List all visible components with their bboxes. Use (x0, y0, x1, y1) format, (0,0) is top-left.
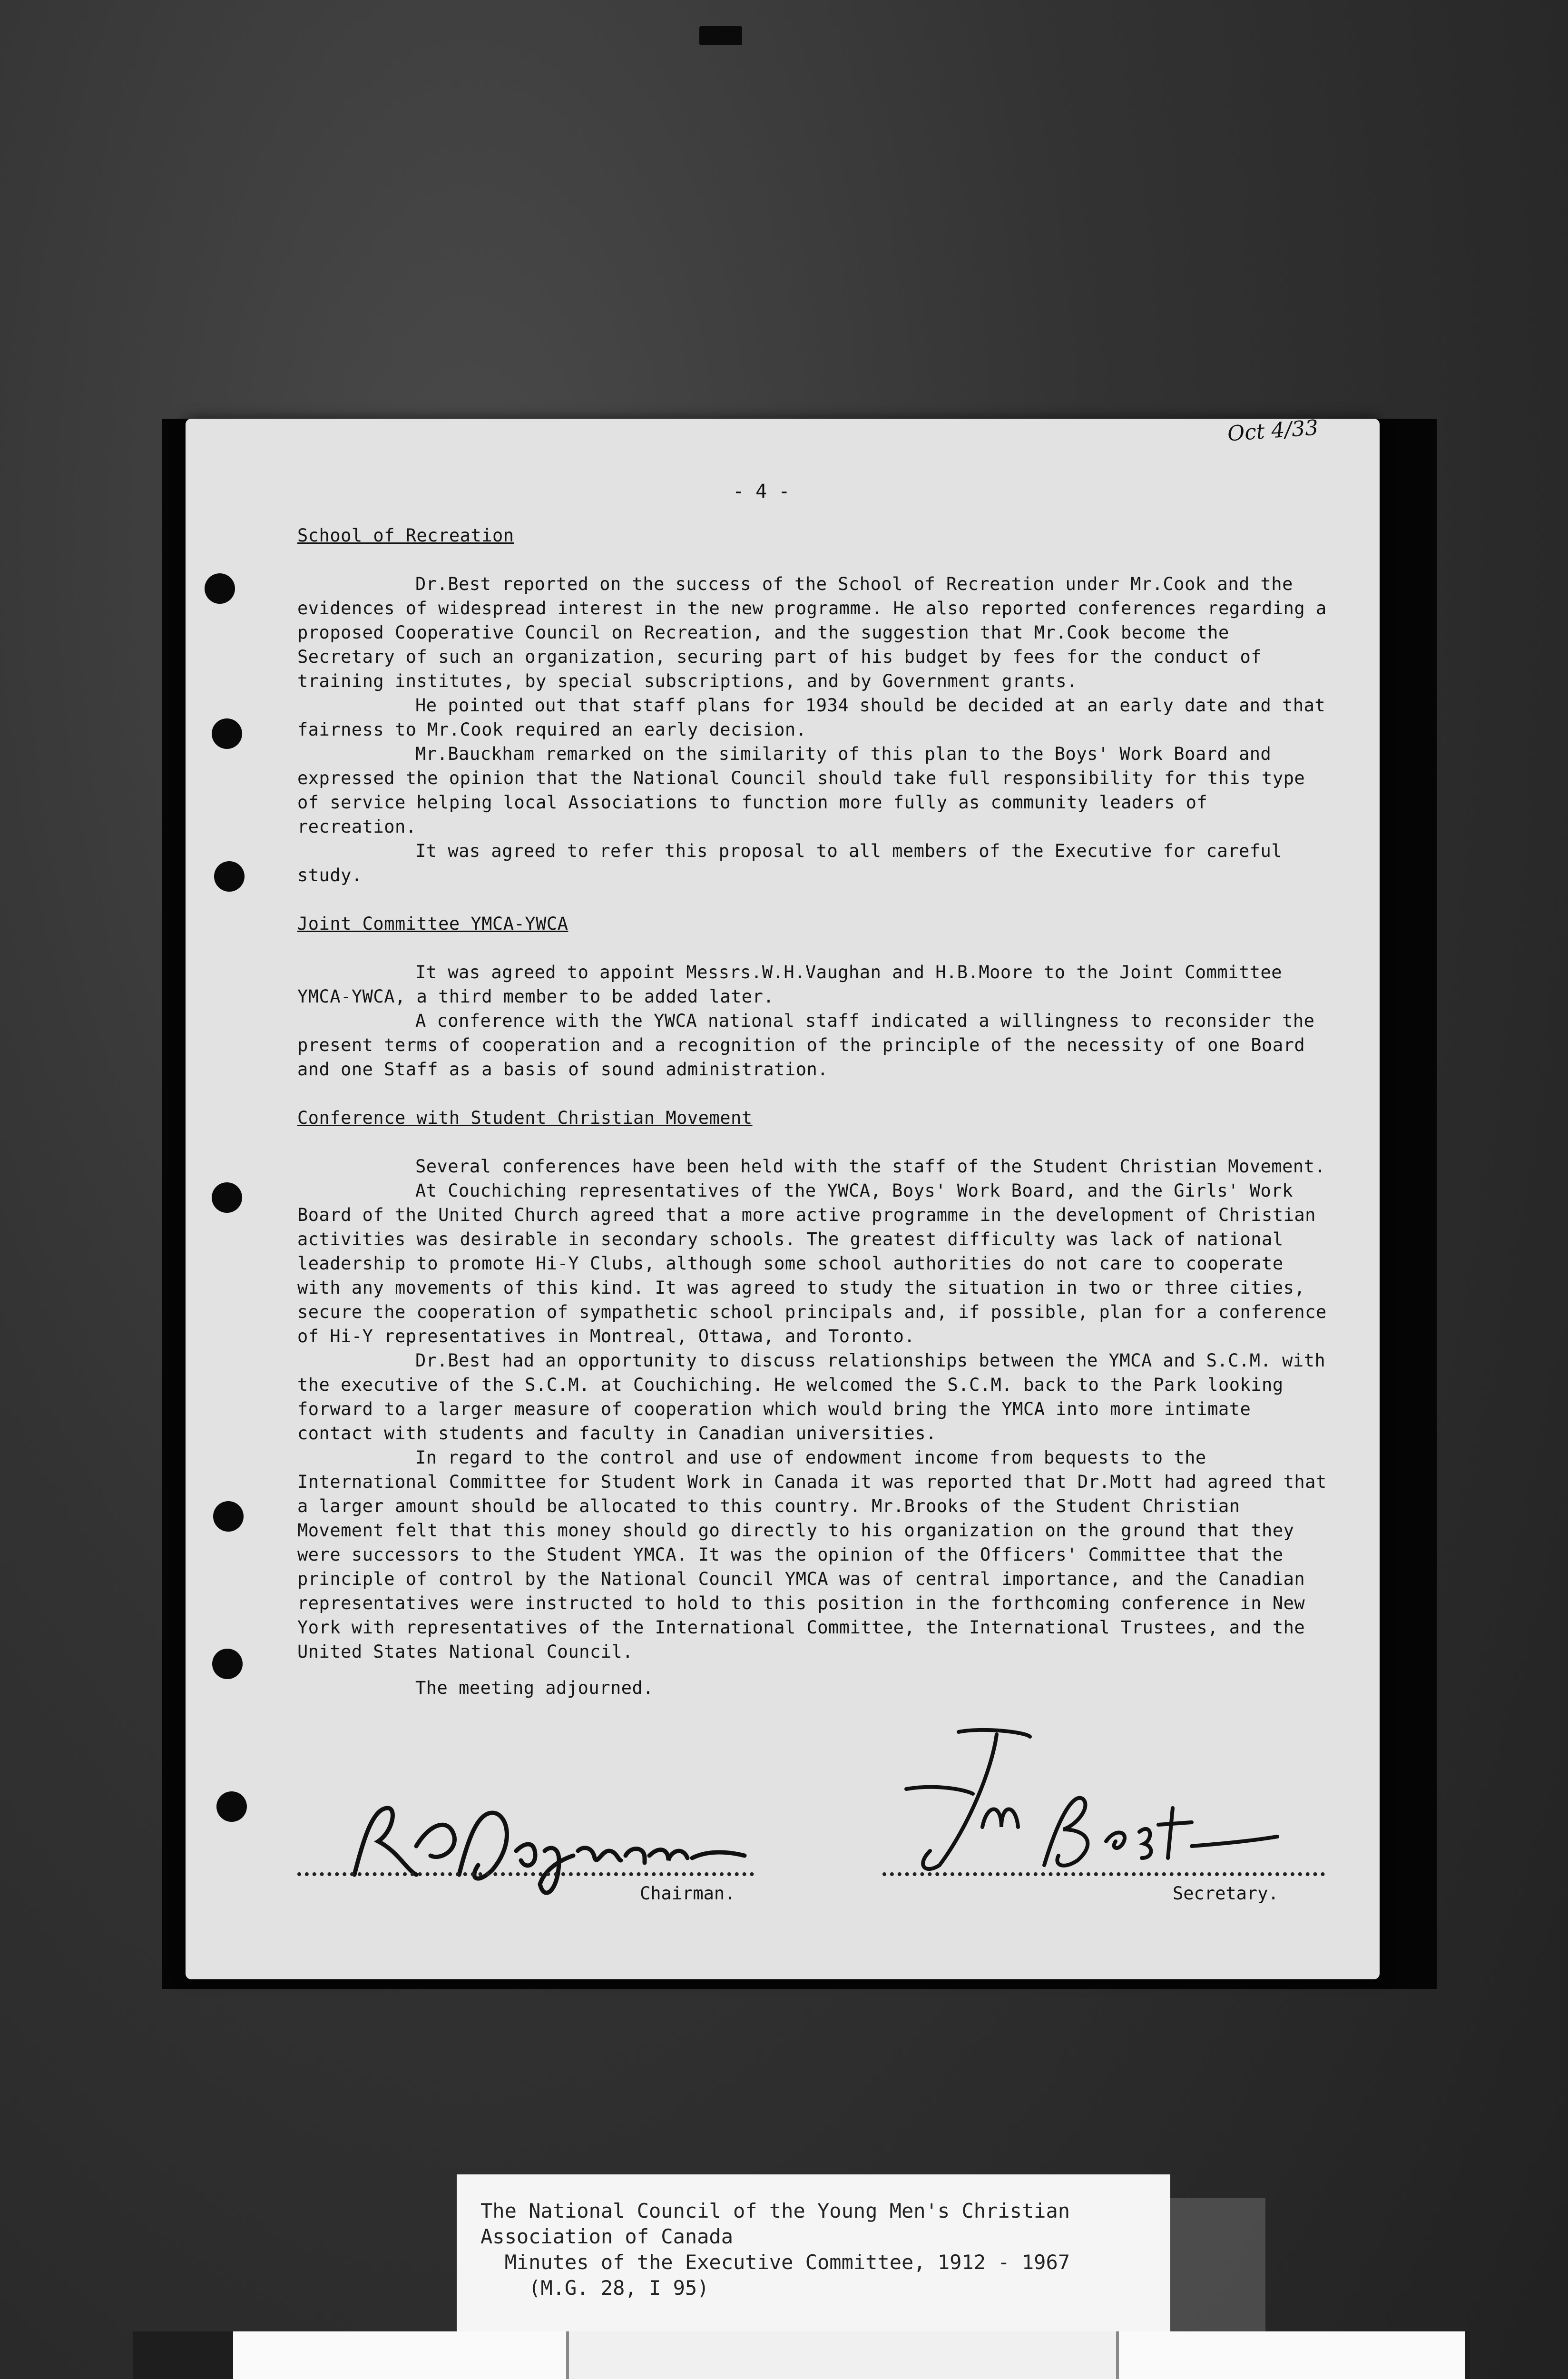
paragraph: It was agreed to appoint Messrs.W.H.Vaughan and H.B.Moore to the Joint Committee YMCA-YWCA, a third member to be added later. (297, 962, 1283, 1007)
paragraph: At Couchiching representatives of the YWCA, Boys' Work Board, and the Girls' Work Board of the United Church agreed that a more active programme in the development of Christian activities was desirable in secondary schools. The greatest difficulty was lack of national leadership to promote Hi-Y Clubs, although some school authorities do not care to cooperate with any movements of this kind. It was agreed to study the situation in two or three cities, secure the cooperation of sympathetic school principals and, if possible, plan for a conference of Hi-Y representatives in Montreal, Ottawa, and Toronto. (297, 1180, 1327, 1347)
collection-label (480, 2198, 1147, 2301)
punch-hole (212, 718, 242, 749)
punch-hole (212, 1182, 242, 1213)
secretary-signature-line (882, 1872, 1325, 1876)
punch-hole (214, 861, 245, 892)
punch-hole (212, 1649, 243, 1679)
collection-label-line: Minutes of the Executive Committee, 1912 - 1967 (480, 2251, 1070, 2274)
meeting-adjourned: The meeting adjourned. (415, 1678, 654, 1698)
paragraph: In regard to the control and use of endowment income from bequests to the International Committee for Student Work in Canada it was reported that Dr.Mott had agreed that a larger amount should be allocated to this country. Mr.Brooks of the Student Christian Movement felt that this money should go directly to his organization on the ground that they were successors to the Student YMCA. It was the opinion of the Officers' Committee that the principle of control by the National Council YMCA was of central importance, and the Canadian representatives were instructed to hold to this position in the forthcoming conference in New York with representatives of the International Committee, the International Trustees, and the United States National Council. (297, 1447, 1327, 1662)
page-number: - 4 - (733, 481, 790, 502)
chairman-label: Chairman. (640, 1883, 735, 1904)
document-body (297, 523, 1334, 1700)
collection-label-line: The National Council of the Young Men's Christian (480, 2199, 1070, 2222)
paragraph: Several conferences have been held with the staff of the Student Christian Movement. (415, 1156, 1326, 1177)
section-heading: School of Recreation (297, 525, 514, 546)
collection-label-line: (M.G. 28, I 95) (480, 2276, 709, 2300)
paragraph: Dr.Best had an opportunity to discuss relationships between the YMCA and S.C.M. with the executive of the S.C.M. at Couchiching. He welcomed the S.C.M. back to the Park looking forward to a larger measure of cooperation which would bring the YMCA into more intimate contact with students and faculty in Canadian universities. (297, 1350, 1326, 1444)
collection-label-line: Association of Canada (480, 2225, 734, 2248)
paragraph: He pointed out that staff plans for 1934 should be decided at an early date and that fairness to Mr.Cook required an early decision. (297, 695, 1326, 740)
paragraph: Dr.Best reported on the success of the School of Recreation under Mr.Cook and the evidences of widespread interest in the new programme. He also reported conferences regarding a proposed Cooperative Council on Recreation, and the suggestion that Mr.Cook become the Secretary of such an organization, securing part of his budget by fees for the conduct of training institutes, by special subscriptions, and by Government grants. (297, 574, 1327, 691)
chairman-signature-line (297, 1872, 754, 1876)
paragraph: A conference with the YWCA national staff indicated a willingness to reconsider the present terms of cooperation and a recognition of the principle of the necessity of one Board and one Staff as a basis of sound administration. (297, 1011, 1315, 1080)
punch-hole (205, 573, 235, 604)
paragraph: It was agreed to refer this proposal to all members of the Executive for careful study. (297, 841, 1283, 885)
secretary-signature (887, 1722, 1315, 1879)
signature-block (297, 1770, 1325, 1960)
paragraph: Mr.Bauckham remarked on the similarity of this plan to the Boys' Work Board and expressed the opinion that the National Council should take full responsibility for this type of service helping local Associations to function more fully as community leaders of recreation. (297, 744, 1305, 837)
handwritten-date: Oct 4/33 (1226, 415, 1319, 446)
punch-hole (216, 1791, 247, 1822)
section-heading: Conference with Student Christian Movement (297, 1108, 753, 1128)
film-mark (699, 26, 742, 45)
archive-card-notch (566, 2331, 1119, 2379)
section-heading: Joint Committee YMCA-YWCA (297, 914, 568, 934)
punch-hole (213, 1501, 244, 1532)
tape-piece (1166, 2198, 1265, 2331)
secretary-label: Secretary. (1173, 1883, 1279, 1904)
